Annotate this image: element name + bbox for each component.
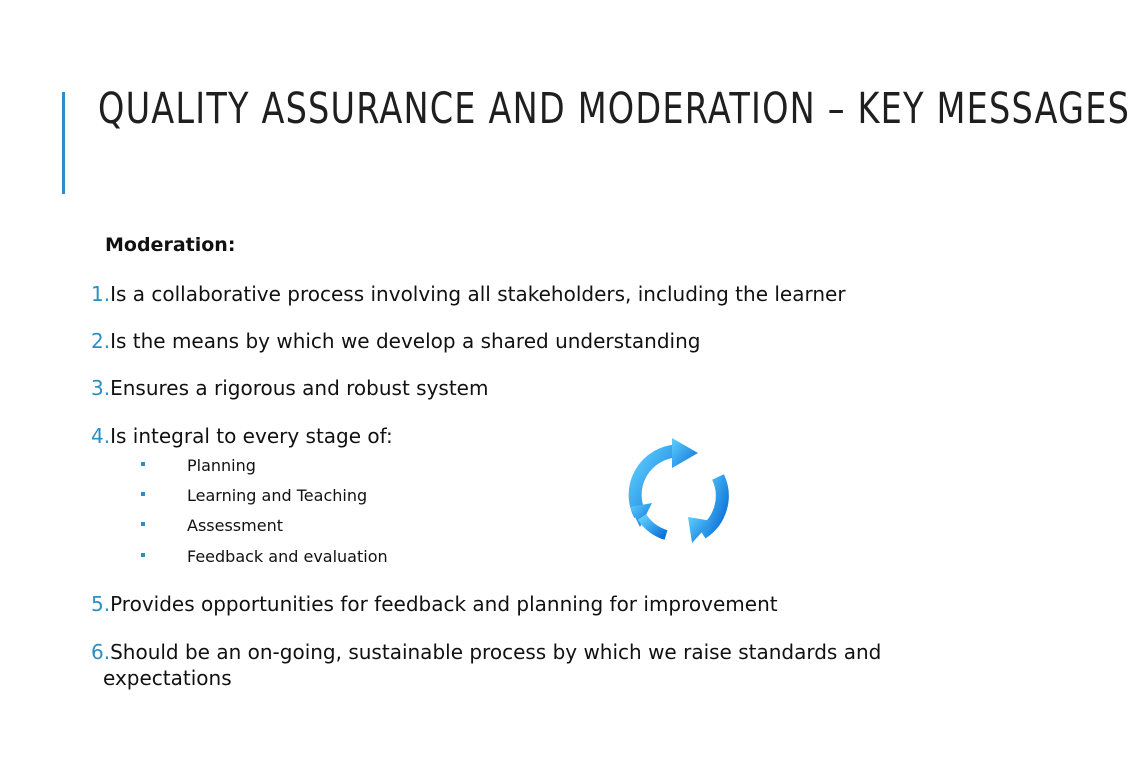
list-item-3 bbox=[91, 375, 488, 401]
sub-bullet-text: Learning and Teaching bbox=[187, 486, 368, 505]
list-item-6 bbox=[91, 639, 991, 691]
list-number: 2. bbox=[91, 329, 111, 353]
list-number: 1. bbox=[91, 282, 111, 306]
list-item-4 bbox=[91, 423, 393, 449]
list-number: 4. bbox=[91, 424, 111, 448]
list-text: Should be an on-going, sustainable process by which we raise standards and bbox=[110, 640, 882, 664]
square-bullet-icon bbox=[141, 462, 145, 466]
cycle-arrows-icon bbox=[626, 437, 738, 549]
sub-bullet-text: Planning bbox=[187, 456, 256, 475]
list-item-5 bbox=[91, 591, 778, 617]
list-number: 6. bbox=[91, 640, 111, 664]
slide-title: QUALITY ASSURANCE AND MODERATION – KEY MESSAGES bbox=[98, 84, 1130, 134]
list-text: Is a collaborative process involving all stakeholders, including the learner bbox=[110, 282, 846, 306]
list-item-1 bbox=[91, 281, 846, 307]
sub-bullet-text: Assessment bbox=[187, 516, 283, 535]
list-number: 3. bbox=[91, 376, 111, 400]
title-accent-bar bbox=[62, 92, 65, 194]
list-item-2 bbox=[91, 328, 700, 354]
square-bullet-icon bbox=[141, 553, 145, 557]
list-number: 5. bbox=[91, 592, 111, 616]
list-text-continued: expectations bbox=[103, 666, 232, 690]
sub-bullet-text: Feedback and evaluation bbox=[187, 547, 388, 566]
list-text: Is the means by which we develop a shared understanding bbox=[110, 329, 701, 353]
list-text: Provides opportunities for feedback and planning for improvement bbox=[110, 592, 778, 616]
square-bullet-icon bbox=[141, 492, 145, 496]
square-bullet-icon bbox=[141, 522, 145, 526]
list-text: Ensures a rigorous and robust system bbox=[110, 376, 489, 400]
list-text: Is integral to every stage of: bbox=[110, 424, 393, 448]
moderation-heading: Moderation: bbox=[105, 234, 236, 256]
